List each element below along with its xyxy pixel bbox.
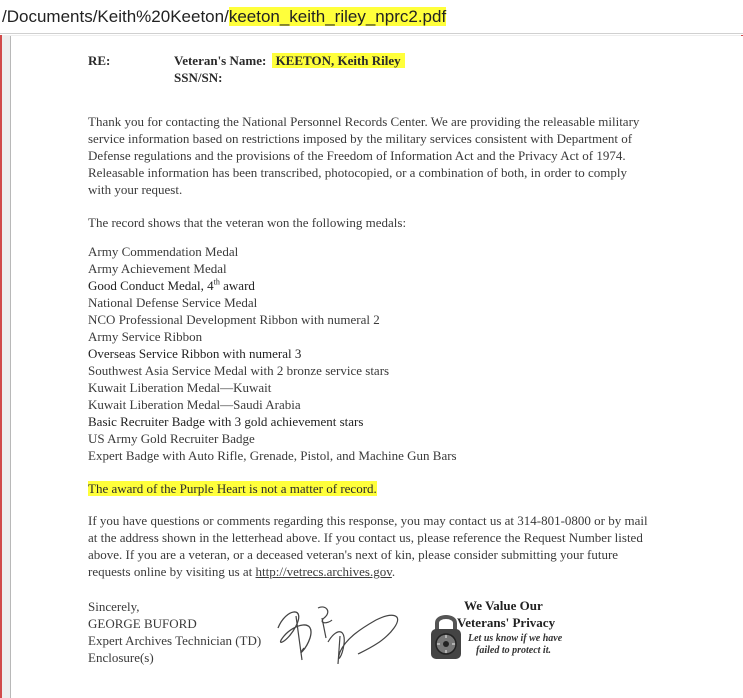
re-label: RE: xyxy=(88,53,111,68)
enclosure-note: Enclosure(s) xyxy=(88,650,154,665)
letter-body xyxy=(88,52,648,668)
veteran-name-line xyxy=(174,52,405,69)
privacy-line-1: We Value Our xyxy=(464,598,543,613)
medal-text: Good Conduct Medal, 4 xyxy=(88,278,214,293)
address-bar[interactable] xyxy=(0,0,743,34)
re-line xyxy=(88,52,648,69)
privacy-line-3: Let us know if we have xyxy=(468,633,563,644)
ssn-label: SSN/SN: xyxy=(174,70,223,85)
medal-item: Southwest Asia Service Medal with 2 bronze service stars xyxy=(88,363,390,378)
medal-item: Army Commendation Medal xyxy=(88,244,239,259)
medal-item: Overseas Service Ribbon with numeral 3 xyxy=(88,346,302,361)
contact-text: If you have questions or comments regarding this response, you may contact us at 314-801-0800 or by mail at the address shown in the letterhead above. If you contact us, please reference the Request Number listed above. If you are a veteran, or a deceased veteran's next of kin, please consider submitting your future requests online by visiting us at xyxy=(88,513,648,579)
vetrecs-link[interactable]: http://vetrecs.archives.gov xyxy=(255,564,392,579)
medal-item: Expert Badge with Auto Rifle, Grenade, Pistol, and Machine Gun Bars xyxy=(88,448,457,463)
url-path: /Documents/Keith%20Keeton/ xyxy=(2,7,229,26)
contact-end: . xyxy=(391,564,396,579)
ordinal-superscript: th xyxy=(213,277,220,287)
medal-item: National Defense Service Medal xyxy=(88,295,258,310)
contact-paragraph xyxy=(88,512,648,580)
medal-item: Army Service Ribbon xyxy=(88,329,203,344)
privacy-line-4: failed to protect it. xyxy=(476,645,551,656)
closing-word: Sincerely, xyxy=(88,599,140,614)
medal-item xyxy=(88,277,648,294)
viewer-left-border xyxy=(0,35,2,698)
privacy-badge xyxy=(428,597,628,667)
intro-paragraph: Thank you for contacting the National Personnel Records Center. We are providing the releasable military service information based on restrictions imposed by the military services consistent with Department of Defense regulations and the provisions of the Freedom of Information Act and the Privacy Act of 1974. Releasable information has been transcribed, photocopied, or a combination of both, in order to comply with your request. xyxy=(88,114,640,197)
closing-block xyxy=(88,598,648,668)
medal-suffix: award xyxy=(219,278,255,293)
privacy-line-2: Veterans' Privacy xyxy=(457,615,556,630)
medal-item: Basic Recruiter Badge with 3 gold achievement stars xyxy=(88,414,364,429)
handwritten-signature xyxy=(266,598,416,670)
medal-item: Kuwait Liberation Medal—Saudi Arabia xyxy=(88,397,301,412)
record-shows-line: The record shows that the veteran won the following medals: xyxy=(88,215,407,230)
veteran-name: KEETON, Keith Riley xyxy=(272,53,405,68)
veteran-label: Veteran's Name: xyxy=(174,53,267,68)
url-filename: keeton_keith_riley_nprc2.pdf xyxy=(228,7,447,26)
medal-item: NCO Professional Development Ribbon with numeral 2 xyxy=(88,312,380,327)
purple-heart-highlight: The award of the Purple Heart is not a matter of record. xyxy=(88,481,377,496)
signer-name: GEORGE BUFORD xyxy=(88,616,197,631)
medal-item: Army Achievement Medal xyxy=(88,261,227,276)
medal-item: Kuwait Liberation Medal—Kuwait xyxy=(88,380,272,395)
signer-title: Expert Archives Technician (TD) xyxy=(88,633,262,648)
purple-heart-note xyxy=(88,480,648,497)
medal-list xyxy=(88,243,648,464)
medal-item: US Army Gold Recruiter Badge xyxy=(88,431,255,446)
